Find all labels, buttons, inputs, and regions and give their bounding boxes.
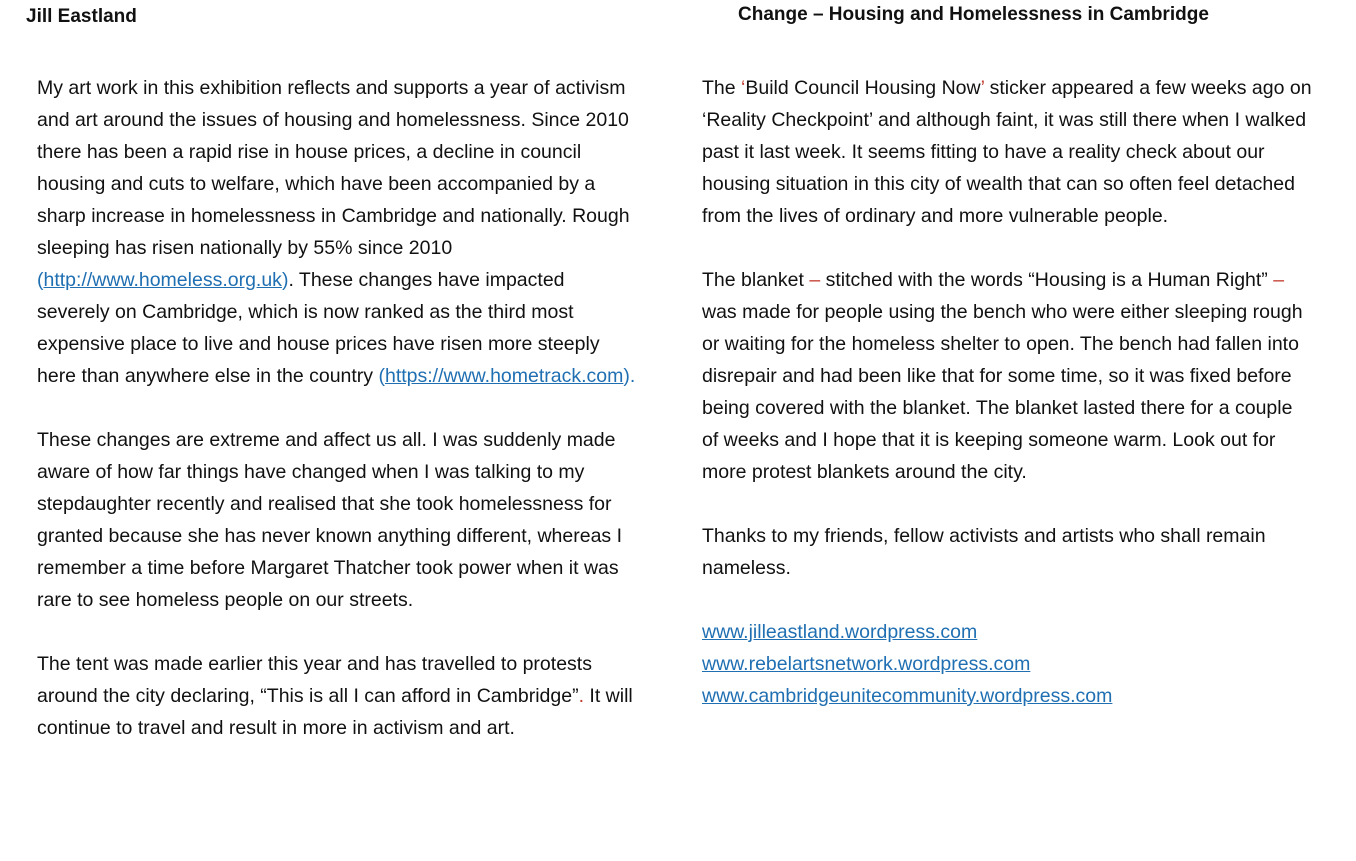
left-p3-text-b: It will continue to travel and result in more in activism and art.: [37, 685, 633, 739]
left-paragraph-1: [37, 72, 637, 392]
link-hometrack-open-paren: (: [378, 365, 385, 387]
right-p1-text-a: The: [702, 77, 742, 99]
red-period: .: [578, 685, 584, 707]
red-dash-2: –: [1273, 269, 1285, 291]
right-paragraph-1: [702, 72, 1312, 232]
link-homeless-close-paren: ): [281, 269, 289, 291]
red-quote-open: ‘: [741, 77, 746, 99]
red-dash-1: –: [809, 269, 821, 291]
left-paragraph-2: These changes are extreme and affect us all. I was suddenly made aware of how far things have changed when I was talking to my stepdaughter recently and realised that she took homelessness for granted because she has never known anything different, whereas I remember a time before Margaret Thatcher took power when it was rare to see homeless people on our streets.: [37, 429, 623, 611]
red-quote-close: ’: [980, 77, 985, 99]
link-hometrack[interactable]: https://www.hometrack.com: [384, 365, 624, 387]
left-paragraph-3: [37, 648, 637, 744]
link-cambridgeunitecommunity[interactable]: www.cambridgeunitecommunity.wordpress.com: [702, 685, 1113, 707]
link-rebelartsnetwork[interactable]: www.rebelartsnetwork.wordpress.com: [702, 653, 1031, 675]
document-title: Change – Housing and Homelessness in Cambridge: [738, 4, 1209, 25]
right-p2-text-a: The blanket: [702, 269, 810, 291]
right-paragraph-2: [702, 264, 1312, 488]
left-p1-text-b: . These changes have impacted severely on Cambridge, which is now ranked as the third most expensive place to live and house prices have risen more steeply here than anywhere else in the country: [37, 269, 600, 387]
right-column: [702, 72, 1312, 712]
right-p2-text-b: stitched with the words “Housing is a Human Right”: [820, 269, 1274, 291]
link-homeless-org[interactable]: http://www.homeless.org.uk: [43, 269, 282, 291]
right-paragraph-3: Thanks to my friends, fellow activists and artists who shall remain nameless.: [702, 525, 1266, 579]
link-jilleastland[interactable]: www.jilleastland.wordpress.com: [702, 621, 978, 643]
author-name: Jill Eastland: [26, 6, 137, 27]
left-column: [37, 72, 637, 776]
right-p2-text-c: was made for people using the bench who were either sleeping rough or waiting for the homeless shelter to open. The bench had fallen into disrepair and had been like that for some time, so it was fixed before being covered with the blanket. The blanket lasted there for a couple of weeks and I hope that it is keeping someone warm. Look out for more protest blankets around the city.: [702, 301, 1303, 483]
website-links: [702, 616, 1312, 712]
link-homeless-open-paren: (: [37, 269, 44, 291]
left-p3-text-a: The tent was made earlier this year and has travelled to protests around the city declaring, “This is all I can afford in Cambridge”: [37, 653, 592, 707]
left-p1-text-a: My art work in this exhibition reflects and supports a year of activism and art around the issues of housing and homelessness. Since 2010 there has been a rapid rise in house prices, a decline in council housing and cuts to welfare, which have been accompanied by a sharp increase in homelessness in Cambridge and nationally. Rough sleeping has risen nationally by 55% since 2010: [37, 77, 630, 259]
link-hometrack-close-paren: ).: [623, 365, 636, 387]
right-p1-text-b: sticker appeared a few weeks ago on ‘Reality Checkpoint’ and although faint, it was still there when I walked past it last week. It seems fitting to have a reality check about our housing situation in this city of wealth that can so often feel detached from the lives of ordinary and more vulnerable people.: [702, 77, 1312, 227]
sticker-quote: Build Council Housing Now: [745, 77, 981, 99]
